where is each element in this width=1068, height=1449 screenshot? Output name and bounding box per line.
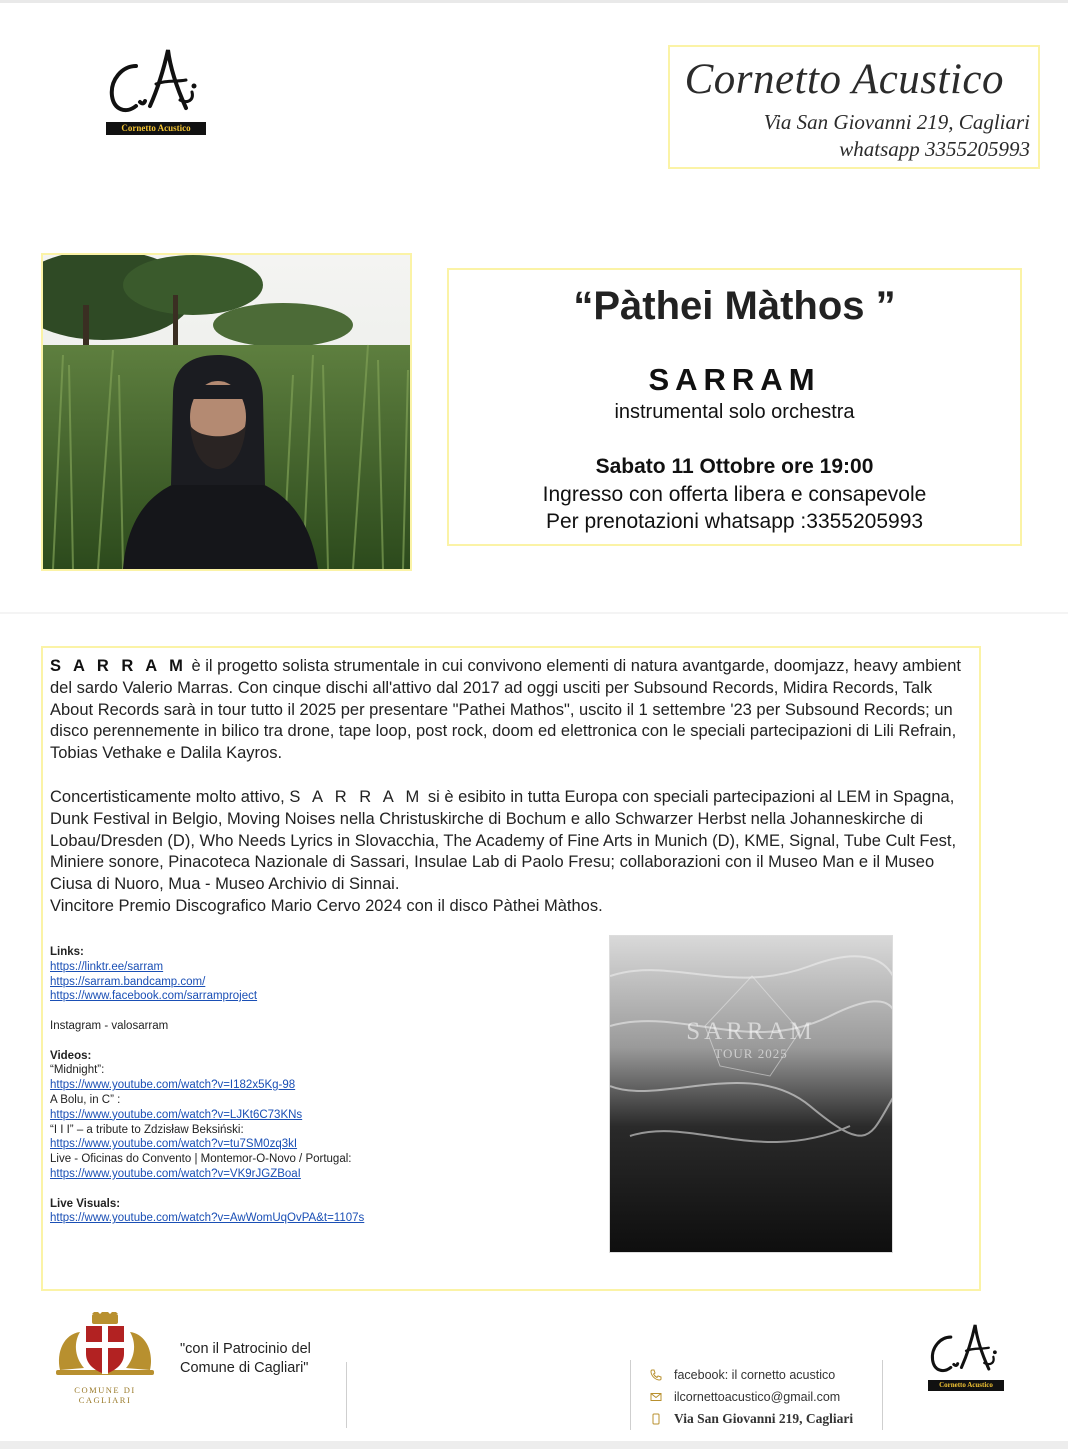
- linktree-link[interactable]: https://linktr.ee/sarram: [50, 960, 164, 973]
- career-artist-name: S A R R A M: [289, 788, 424, 806]
- live-visuals-label: Live Visuals:: [50, 1197, 121, 1210]
- contact-address: [650, 1408, 853, 1430]
- venue-header: [668, 45, 1040, 169]
- venue-address: Via San Giovanni 219, Cagliari: [763, 110, 1030, 134]
- coat-of-arms-icon: [50, 1312, 160, 1378]
- facebook-link[interactable]: https://www.facebook.com/sarramproject: [50, 990, 258, 1003]
- video-title: A Bolu, in C” :: [50, 1093, 121, 1106]
- patronage-line: "con il Patrocinio del: [180, 1341, 311, 1357]
- event-date: Sabato 11 Ottobre ore 19:00: [595, 455, 874, 478]
- instagram-text: Instagram - valosarram: [50, 1019, 169, 1032]
- artist-subtitle: instrumental solo orchestra: [614, 401, 855, 423]
- album-title: “Pàthei Màthos ”: [573, 284, 896, 328]
- logo-tag: Cornetto Acustico: [928, 1380, 1004, 1391]
- location-pin-icon: [650, 1413, 662, 1425]
- comune-crest: [50, 1312, 160, 1405]
- bio-paragraph: [50, 656, 975, 765]
- patronage-line: Comune di Cagliari": [180, 1360, 309, 1376]
- comune-label: COMUNE DI CAGLIARI: [74, 1385, 136, 1405]
- footer-divider: [630, 1360, 631, 1430]
- contact-email: [650, 1386, 853, 1408]
- bio-artist-name: S A R R A M: [50, 657, 187, 675]
- contact-facebook: [650, 1364, 853, 1386]
- bio-text: è il progetto solista strumentale in cui convivono elementi di natura avantgarde, doomjazz, heavy ambient del sardo Valerio Marras. Con cinque dischi all'attivo dal 2017 ad oggi usciti per Subsound Records, Midira Records, Talk About Records sarà in tour tutto il 2025 per presentare "Pathei Mathos", uscito il 1 settembre '23 per Subsound Records; un disco perennemente in bilico tra drone, tape loop, post rock, doom ed elettronica con le speciali partecipazioni di Lili Refrain, Tobias Vethake e Dalila Kayros.: [50, 657, 961, 763]
- video-link[interactable]: https://www.youtube.com/watch?v=tu7SM0zq3kI: [50, 1138, 298, 1151]
- address-text: Via San Giovanni 219, Cagliari: [674, 1411, 854, 1426]
- videos-label: Videos:: [50, 1049, 92, 1062]
- video-link[interactable]: https://www.youtube.com/watch?v=I182x5Kg-98: [50, 1079, 296, 1092]
- venue-name: Cornetto Acustico: [684, 56, 1004, 103]
- live-visuals-link[interactable]: https://www.youtube.com/watch?v=AwWomUqOvPA&t=1107s: [50, 1212, 365, 1225]
- artist-photo: [41, 253, 412, 571]
- event-booking: Per prenotazioni whatsapp :3355205993: [545, 510, 924, 533]
- career-text-a: Concertisticamente molto attivo,: [50, 788, 290, 806]
- video-title: “Midnight”:: [50, 1064, 105, 1077]
- career-paragraph: [50, 787, 975, 918]
- poster-tour-label: TOUR 2025: [714, 1046, 788, 1061]
- envelope-icon: [650, 1391, 662, 1403]
- email-text: ilcornettoacustico@gmail.com: [674, 1390, 841, 1404]
- video-title: “I I I” – a tribute to Zdzisław Beksiński:: [50, 1123, 244, 1136]
- top-border: [0, 0, 1068, 3]
- links-label: Links:: [50, 946, 84, 958]
- cornetto-acustico-logo: [106, 44, 208, 135]
- description-section: [41, 646, 981, 1291]
- ca-monogram-icon: [106, 44, 206, 122]
- logo-tag: Cornetto Acustico: [106, 122, 206, 135]
- bottom-border: [0, 1441, 1068, 1449]
- section-divider: [0, 612, 1068, 614]
- video-title: Live - Oficinas do Convento | Montemor-O-Novo / Portugal:: [50, 1153, 352, 1166]
- ca-monogram-icon: [928, 1320, 1004, 1380]
- footer-divider: [882, 1360, 883, 1430]
- event-info: [447, 268, 1022, 546]
- facebook-text: facebook: il cornetto acustico: [674, 1368, 836, 1382]
- phone-icon: [650, 1369, 662, 1381]
- links-list: [50, 945, 570, 1226]
- tour-poster: [609, 935, 893, 1253]
- event-entry: Ingresso con offerta libera e consapevole: [542, 483, 927, 506]
- cornetto-acustico-logo-footer: [928, 1320, 1006, 1391]
- career-text-b: si è esibito in tutta Europa con speciali partecipazioni al LEM in Spagna, Dunk Festival in Belgio, Moving Noises nella Christuskirche di Bochum e allo Schwarzer Herbst nella Johanneskirche di Lobau/Dresden (D), Who Needs Lyrics in Slovacchia, The Academy of Fine Arts in Munich (D), KME, Signal, Tube Cult Fest, Miniere sonore, Pinacoteca Nazionale di Sassari, Insulae Lab di Paolo Fresu; collaborazioni con il Museo Man e il Museo Ciusa di Nuoro, Mua - Museo Archivio di Sinnai.: [50, 788, 957, 894]
- bandcamp-link[interactable]: https://sarram.bandcamp.com/: [50, 975, 206, 988]
- video-link[interactable]: https://www.youtube.com/watch?v=VK9rJGZBoaI: [50, 1167, 301, 1180]
- poster-artist-name: SARRAM: [686, 1018, 816, 1045]
- patronage-note: [180, 1340, 311, 1378]
- artist-name: SARRAM: [648, 362, 821, 397]
- contact-list: [650, 1364, 853, 1430]
- footer-divider: [346, 1362, 347, 1428]
- video-link[interactable]: https://www.youtube.com/watch?v=LJKt6C73KNs: [50, 1108, 303, 1121]
- award-text: Vincitore Premio Discografico Mario Cervo 2024 con il disco Pàthei Màthos.: [50, 896, 603, 915]
- venue-whatsapp: whatsapp 3355205993: [839, 137, 1030, 161]
